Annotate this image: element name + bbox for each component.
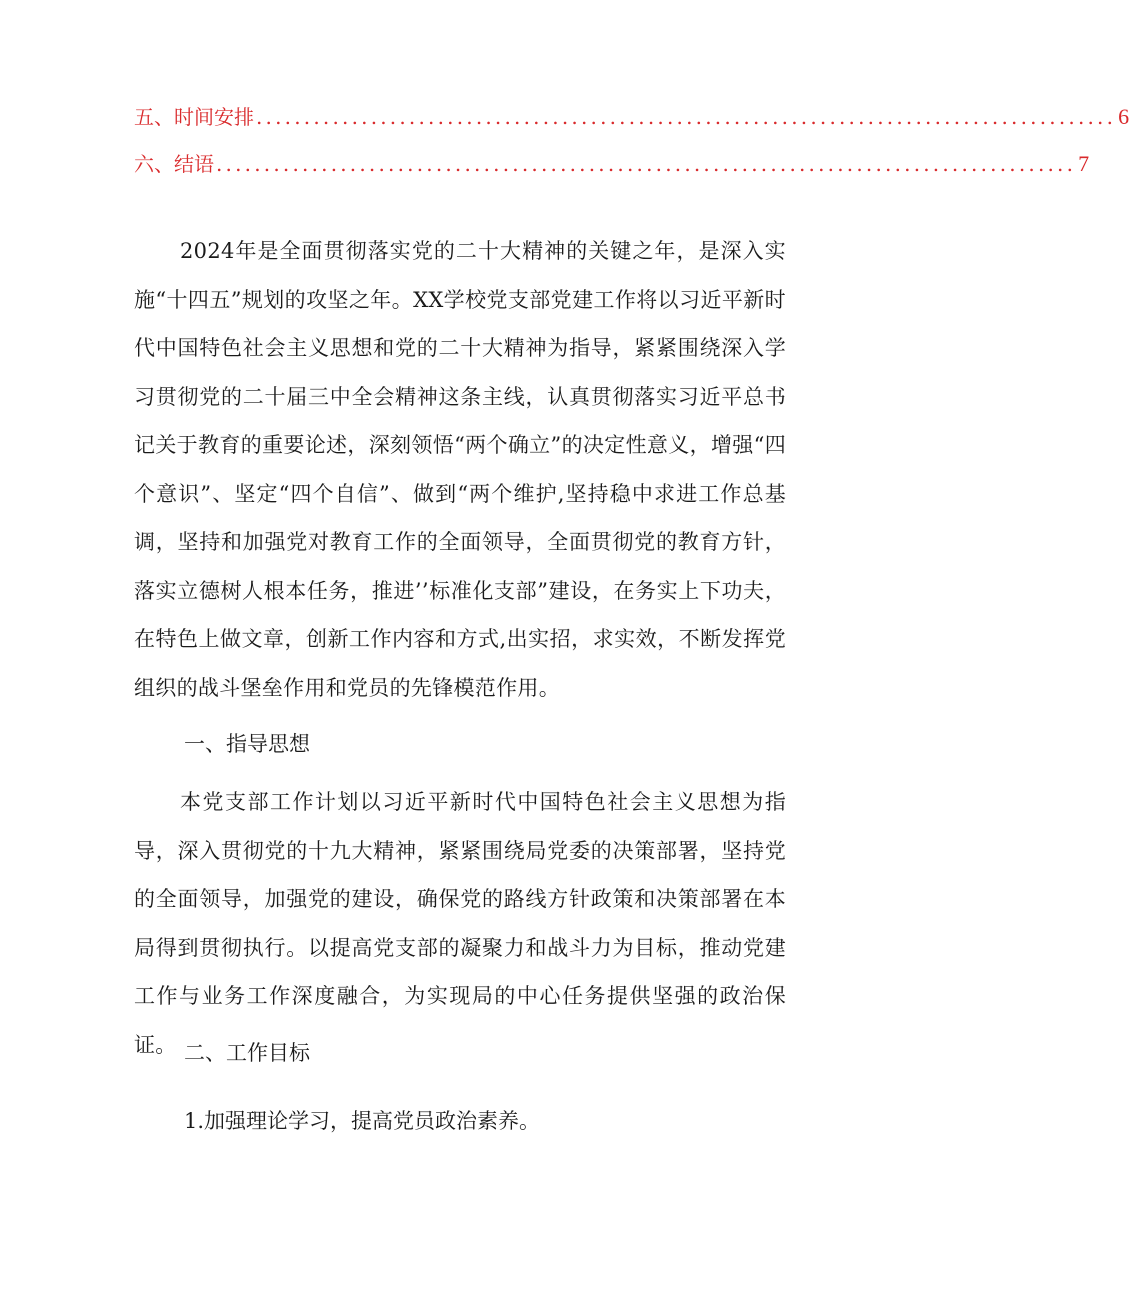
- work-goal-item-1: 1.加强理论学习，提高党员政治素养。: [184, 1109, 541, 1133]
- section-heading-work-goals: 二、工作目标: [184, 1041, 310, 1065]
- toc-entry-schedule[interactable]: [134, 101, 1129, 133]
- toc-leader-dots: ..........................................................................................: [256, 105, 1117, 129]
- toc-entry-label: 五、时间安排: [134, 105, 254, 129]
- toc-page-number: 7: [1078, 151, 1090, 176]
- intro-paragraph: 2024年是全面贯彻落实党的二十大精神的关键之年，是深入实施“十四五”规划的攻坚之年。XX学校党支部党建工作将以习近平新时代中国特色社会主义思想和党的二十大精神为指导，紧紧围绕深入学习贯彻党的二十届三中全会精神这条主线，认真贯彻落实习近平总书记关于教育的重要论述，深刻领悟“两个确立”的决定性意义，增强“四个意识”、坚定“四个自信”、做到“两个维护,坚持稳中求进工作总基调，坚持和加强党对教育工作的全面领导，全面贯彻党的教育方针，落实立德树人根本任务，推进’’标准化支部”建设，在务实上下功夫，在特色上做文章，创新工作内容和方式,出实招，求实效，不断发挥党组织的战斗堡垒作用和党员的先锋模范作用。: [134, 239, 786, 700]
- toc-entry-label: 六、结语: [134, 152, 214, 176]
- guiding-ideology-paragraph: 本党支部工作计划以习近平新时代中国特色社会主义思想为指导，深入贯彻党的十九大精神，紧紧围绕局党委的决策部署，坚持党的全面领导，加强党的建设，确保党的路线方针政策和决策部署在本局得到贯彻执行。以提高党支部的凝聚力和战斗力为目标，推动党建工作与业务工作深度融合，为实现局的中心任务提供坚强的政治保证。: [134, 790, 786, 1057]
- toc-entry-conclusion[interactable]: [134, 148, 1090, 180]
- toc-page-number: 6: [1118, 104, 1129, 129]
- toc-leader-dots: ..........................................................................................: [216, 152, 1077, 176]
- section-heading-guiding-ideology: 一、指导思想: [184, 732, 310, 756]
